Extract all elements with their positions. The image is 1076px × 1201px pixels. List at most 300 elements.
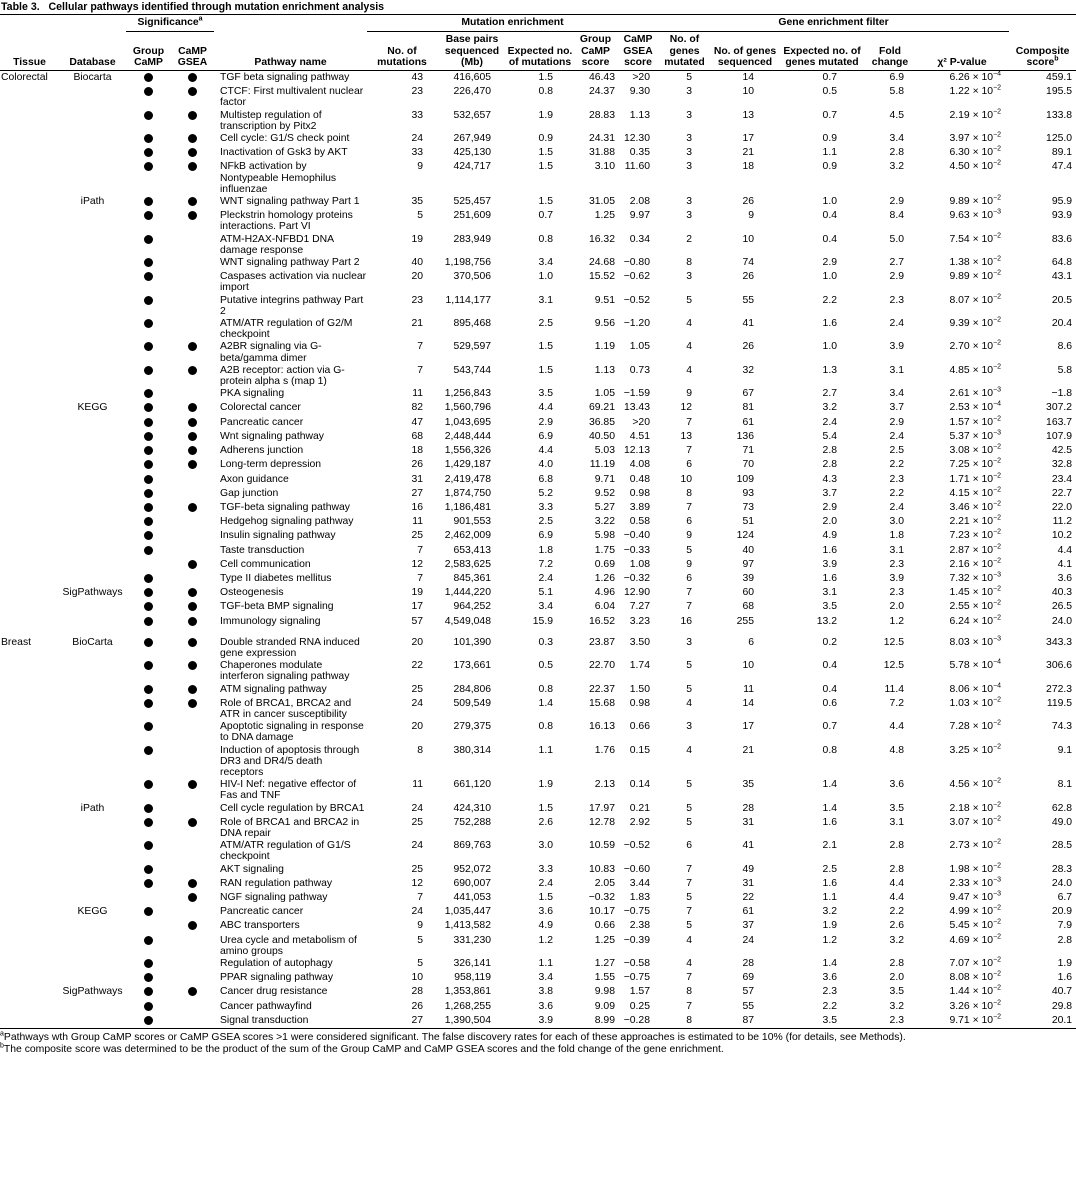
p-times-ten: × 10 bbox=[972, 271, 994, 283]
table-row bbox=[0, 802, 1076, 816]
cell-genes-sequenced: 24 bbox=[742, 934, 754, 946]
cell-pathway-name: Type II diabetes mellitus bbox=[220, 572, 332, 584]
significance-dot-icon bbox=[188, 588, 197, 597]
cell-group-camp bbox=[126, 572, 171, 586]
cell-chi-p-value bbox=[915, 529, 1009, 543]
cell-genes-mutated: 5 bbox=[686, 816, 692, 828]
cell-group-camp bbox=[126, 971, 171, 985]
cell-expected-mutations: 1.5 bbox=[538, 147, 553, 159]
cell-expected-genes-mutated: 0.7 bbox=[822, 72, 837, 83]
cell-group-camp bbox=[126, 515, 171, 529]
cell-camp-gsea-score: 0.98 bbox=[629, 487, 650, 499]
cell-expected-mutations: 4.0 bbox=[538, 459, 553, 471]
cell-no-mutations: 43 bbox=[411, 72, 423, 83]
cell-genes-mutated: 3 bbox=[686, 109, 692, 121]
footnote-a: $^a$Pathways wth Group CaMP scores or CaMP GSEA scores >1 were considered significant. The false discovery rates for each of these approaches is estimated to be 10% (for details, see Methods). bbox=[0, 1030, 906, 1044]
cell-group-camp-score: 9.52 bbox=[594, 487, 615, 499]
cell-group-camp bbox=[126, 586, 171, 600]
cell-expected-genes-mutated: 3.5 bbox=[822, 1014, 837, 1026]
cell-fold-change: 3.2 bbox=[889, 1000, 904, 1012]
p-mantissa: 2.19 bbox=[949, 109, 970, 121]
table-row bbox=[0, 615, 1076, 629]
cell-camp-gsea-score: 4.51 bbox=[629, 430, 650, 442]
table-row bbox=[0, 501, 1076, 515]
cell-tissue bbox=[0, 473, 59, 487]
cell-expected-genes-mutated: 0.2 bbox=[822, 636, 837, 648]
cell-expected-genes-mutated: 1.4 bbox=[822, 802, 837, 814]
cell-base-pairs: 2,462,009 bbox=[444, 530, 491, 542]
p-times-ten: × 10 bbox=[972, 196, 994, 208]
cell-group-camp-score: 12.78 bbox=[588, 816, 615, 828]
cell-no-mutations: 21 bbox=[411, 318, 423, 330]
cell-chi-p-value bbox=[915, 744, 1009, 779]
cell-no-mutations: 20 bbox=[411, 636, 423, 648]
cell-genes-mutated: 9 bbox=[686, 388, 692, 400]
p-exponent: −2 bbox=[993, 999, 1002, 1007]
cell-camp-gsea bbox=[171, 501, 214, 515]
p-mantissa: 3.25 bbox=[949, 744, 970, 756]
cell-chi-p-value bbox=[915, 1000, 1009, 1014]
table-row bbox=[0, 816, 1076, 839]
cell-database: iPath bbox=[80, 196, 105, 208]
cell-composite-score: 307.2 bbox=[1046, 402, 1073, 414]
cell-database bbox=[59, 209, 126, 232]
significance-dot-icon bbox=[144, 111, 153, 120]
p-mantissa: 4.50 bbox=[949, 161, 970, 173]
cell-group-camp bbox=[126, 160, 171, 195]
cell-base-pairs: 752,288 bbox=[453, 816, 491, 828]
p-mantissa: 2.33 bbox=[949, 877, 970, 889]
cell-expected-mutations: 3.9 bbox=[538, 1014, 553, 1026]
cell-camp-gsea bbox=[171, 515, 214, 529]
cell-camp-gsea bbox=[171, 558, 214, 572]
cell-database bbox=[59, 233, 126, 256]
significance-dot-icon bbox=[144, 987, 153, 996]
cell-group-camp-score: 23.87 bbox=[588, 636, 615, 648]
cell-genes-sequenced: 21 bbox=[742, 744, 754, 756]
p-mantissa: 2.18 bbox=[949, 802, 970, 814]
cell-expected-genes-mutated: 2.4 bbox=[822, 416, 837, 428]
cell-chi-p-value bbox=[915, 146, 1009, 160]
cell-camp-gsea-score: −0.58 bbox=[623, 958, 650, 970]
cell-expected-genes-mutated: 0.5 bbox=[822, 86, 837, 98]
cell-expected-mutations: 2.5 bbox=[538, 516, 553, 528]
p-times-ten: × 10 bbox=[972, 210, 994, 222]
cell-camp-gsea-score: 1.74 bbox=[629, 660, 650, 672]
cell-group-camp bbox=[126, 109, 171, 132]
significance-dot-icon bbox=[188, 617, 197, 626]
cell-no-mutations: 19 bbox=[411, 587, 423, 599]
cell-camp-gsea-score: 0.58 bbox=[629, 516, 650, 528]
cell-camp-gsea bbox=[171, 416, 214, 430]
significance-header: Significance$^a$ bbox=[126, 15, 214, 32]
cell-expected-mutations: 5.1 bbox=[538, 587, 553, 599]
cell-base-pairs: 2,419,478 bbox=[444, 473, 491, 485]
cell-database bbox=[59, 600, 126, 614]
significance-dot-icon bbox=[188, 446, 197, 455]
p-exponent: −2 bbox=[993, 363, 1002, 371]
cell-database bbox=[59, 85, 126, 108]
cell-camp-gsea-score: 0.15 bbox=[629, 744, 650, 756]
p-exponent: −2 bbox=[993, 293, 1002, 301]
cell-genes-mutated: 5 bbox=[686, 294, 692, 306]
cell-chi-p-value bbox=[915, 877, 1009, 891]
cell-no-mutations: 23 bbox=[411, 86, 423, 98]
table-row bbox=[0, 600, 1076, 614]
cell-fold-change: 2.2 bbox=[889, 459, 904, 471]
p-mantissa: 1.45 bbox=[949, 587, 970, 599]
cell-genes-sequenced: 73 bbox=[742, 501, 754, 513]
p-exponent: −2 bbox=[993, 131, 1002, 139]
cell-expected-mutations: 3.3 bbox=[538, 863, 553, 875]
cell-database bbox=[59, 544, 126, 558]
cell-base-pairs: 226,470 bbox=[453, 86, 491, 98]
cell-composite-score: 133.8 bbox=[1046, 109, 1073, 121]
cell-group-camp bbox=[126, 416, 171, 430]
cell-pathway-name: PPAR signaling pathway bbox=[220, 972, 334, 984]
cell-composite-score: 3.6 bbox=[1057, 572, 1073, 584]
cell-camp-gsea-score: 2.08 bbox=[629, 196, 650, 208]
cell-group-camp bbox=[126, 364, 171, 387]
cell-group-camp-score: 1.26 bbox=[594, 572, 615, 584]
cell-genes-mutated: 5 bbox=[686, 802, 692, 814]
cell-expected-genes-mutated: 2.8 bbox=[822, 445, 837, 457]
significance-dot-icon bbox=[188, 638, 197, 647]
p-times-ten: × 10 bbox=[972, 972, 994, 984]
cell-genes-mutated: 7 bbox=[686, 877, 692, 889]
cell-base-pairs: 1,390,504 bbox=[444, 1014, 491, 1026]
cell-expected-genes-mutated: 3.6 bbox=[822, 972, 837, 984]
cell-camp-gsea-score: 1.50 bbox=[629, 683, 650, 695]
cell-group-camp bbox=[126, 85, 171, 108]
col-chi-p-value: χ² P-value bbox=[937, 56, 987, 68]
cell-group-camp bbox=[126, 458, 171, 472]
cell-group-camp bbox=[126, 544, 171, 558]
cell-camp-gsea bbox=[171, 720, 214, 743]
cell-genes-mutated: 12 bbox=[680, 402, 692, 414]
cell-chi-p-value bbox=[915, 683, 1009, 697]
cell-genes-sequenced: 21 bbox=[742, 147, 754, 159]
cell-pathway-name: ATM/ATR regulation of G2/M checkpoint bbox=[220, 318, 353, 341]
cell-genes-mutated: 4 bbox=[686, 341, 692, 353]
cell-group-camp-score: 16.32 bbox=[588, 233, 615, 245]
cell-camp-gsea-score: −0.62 bbox=[623, 271, 650, 283]
cell-fold-change: 2.3 bbox=[889, 473, 904, 485]
cell-group-camp-score: −0.32 bbox=[588, 892, 615, 903]
significance-dot-icon bbox=[144, 818, 153, 827]
cell-camp-gsea bbox=[171, 529, 214, 543]
p-mantissa: 4.15 bbox=[949, 487, 970, 499]
cell-genes-mutated: 16 bbox=[680, 615, 692, 627]
table-row bbox=[0, 146, 1076, 160]
p-exponent: −2 bbox=[993, 340, 1002, 347]
cell-pathway-name: Cancer drug resistance bbox=[220, 986, 328, 998]
cell-expected-mutations: 0.9 bbox=[538, 133, 553, 145]
cell-tissue bbox=[0, 778, 59, 801]
cell-database bbox=[59, 160, 126, 195]
cell-camp-gsea bbox=[171, 109, 214, 132]
cell-group-camp bbox=[126, 270, 171, 293]
cell-expected-mutations: 3.6 bbox=[538, 1000, 553, 1012]
cell-chi-p-value bbox=[915, 256, 1009, 270]
cell-database bbox=[59, 317, 126, 340]
cell-camp-gsea bbox=[171, 659, 214, 682]
table-row bbox=[0, 971, 1076, 985]
p-times-ten: × 10 bbox=[972, 516, 994, 528]
cell-tissue bbox=[0, 317, 59, 340]
cell-camp-gsea-score: 3.50 bbox=[629, 636, 650, 648]
cell-genes-mutated: 3 bbox=[686, 161, 692, 173]
cell-no-mutations: 12 bbox=[411, 558, 423, 570]
cell-fold-change: 2.0 bbox=[889, 972, 904, 984]
cell-camp-gsea bbox=[171, 444, 214, 458]
cell-camp-gsea-score: 2.38 bbox=[629, 920, 650, 932]
p-times-ten: × 10 bbox=[972, 445, 994, 457]
cell-expected-mutations: 0.7 bbox=[538, 210, 553, 222]
cell-group-camp bbox=[126, 877, 171, 891]
cell-genes-mutated: 5 bbox=[686, 920, 692, 932]
cell-no-mutations: 17 bbox=[411, 601, 423, 613]
cell-tissue bbox=[0, 1000, 59, 1014]
cell-fold-change: 8.4 bbox=[889, 210, 904, 222]
cell-pathway-name: Signal transduction bbox=[220, 1014, 309, 1026]
cell-expected-genes-mutated: 1.6 bbox=[822, 572, 837, 584]
cell-base-pairs: 1,560,796 bbox=[444, 402, 491, 414]
cell-pathway-name: Cancer pathwayfind bbox=[220, 1000, 312, 1012]
p-times-ten: × 10 bbox=[972, 697, 994, 709]
col-group-camp-score: Group CaMP score bbox=[579, 34, 612, 68]
cell-tissue bbox=[0, 839, 59, 862]
cell-fold-change: 2.2 bbox=[889, 906, 904, 918]
table-row bbox=[0, 877, 1076, 891]
cell-base-pairs: 1,268,255 bbox=[444, 1000, 491, 1012]
cell-database: SigPathways bbox=[62, 587, 123, 599]
p-times-ten: × 10 bbox=[972, 587, 994, 599]
cell-composite-score: 64.8 bbox=[1051, 257, 1073, 269]
cell-group-camp bbox=[126, 839, 171, 862]
cell-group-camp bbox=[126, 444, 171, 458]
cell-camp-gsea-score: 12.90 bbox=[623, 587, 650, 599]
cell-fold-change: 2.3 bbox=[889, 1014, 904, 1026]
significance-dot-icon bbox=[188, 432, 197, 441]
cell-base-pairs: 869,763 bbox=[453, 840, 491, 852]
cell-base-pairs: 543,744 bbox=[453, 364, 491, 376]
cell-camp-gsea bbox=[171, 132, 214, 146]
p-times-ten: × 10 bbox=[972, 683, 994, 695]
cell-group-camp bbox=[126, 529, 171, 543]
cell-base-pairs: 267,949 bbox=[453, 133, 491, 145]
table-row bbox=[0, 401, 1076, 415]
cell-chi-p-value bbox=[915, 802, 1009, 816]
cell-camp-gsea-score: −1.59 bbox=[623, 388, 650, 400]
cell-database: SigPathways bbox=[62, 986, 123, 998]
cell-expected-mutations: 1.8 bbox=[538, 544, 553, 556]
table-row bbox=[0, 444, 1076, 458]
significance-dot-icon bbox=[144, 699, 153, 708]
cell-genes-mutated: 7 bbox=[686, 416, 692, 428]
cell-composite-score: 49.0 bbox=[1051, 816, 1073, 828]
cell-composite-score: 10.2 bbox=[1051, 530, 1073, 542]
cell-camp-gsea bbox=[171, 863, 214, 877]
p-times-ten: × 10 bbox=[972, 86, 994, 98]
cell-chi-p-value bbox=[915, 558, 1009, 572]
cell-no-mutations: 25 bbox=[411, 530, 423, 542]
cell-fold-change: 2.6 bbox=[889, 920, 904, 932]
cell-group-camp-score: 5.27 bbox=[594, 501, 615, 513]
cell-group-camp-score: 31.05 bbox=[588, 196, 615, 208]
cell-tissue: Colorectal bbox=[1, 72, 48, 83]
cell-expected-mutations: 1.0 bbox=[538, 271, 553, 283]
cell-pathway-name: Wnt signaling pathway bbox=[220, 430, 324, 442]
cell-database bbox=[59, 416, 126, 430]
table-row bbox=[0, 71, 1076, 86]
cell-group-camp bbox=[126, 132, 171, 146]
cell-genes-mutated: 5 bbox=[686, 544, 692, 556]
cell-genes-mutated: 7 bbox=[686, 587, 692, 599]
cell-group-camp-score: 11.19 bbox=[589, 459, 615, 471]
cell-chi-p-value bbox=[915, 934, 1009, 957]
cell-no-mutations: 18 bbox=[411, 445, 423, 457]
p-exponent: −2 bbox=[993, 232, 1002, 240]
cell-camp-gsea-score: 11.60 bbox=[624, 161, 650, 173]
cell-tissue bbox=[0, 160, 59, 195]
p-times-ten: × 10 bbox=[972, 544, 994, 556]
cell-no-mutations: 24 bbox=[411, 906, 423, 918]
cell-chi-p-value bbox=[915, 600, 1009, 614]
cell-group-camp-score: 24.31 bbox=[588, 133, 615, 145]
cell-base-pairs: 251,609 bbox=[453, 210, 491, 222]
cell-expected-genes-mutated: 2.3 bbox=[822, 986, 837, 998]
table-row bbox=[0, 683, 1076, 697]
cell-fold-change: 5.0 bbox=[889, 233, 904, 245]
significance-dot-icon bbox=[144, 403, 153, 412]
cell-group-camp-score: 0.66 bbox=[594, 920, 615, 932]
cell-pathway-name: WNT signaling pathway Part 2 bbox=[220, 257, 360, 269]
p-exponent: −2 bbox=[993, 557, 1002, 565]
cell-camp-gsea bbox=[171, 487, 214, 501]
cell-tissue bbox=[0, 444, 59, 458]
cell-group-camp bbox=[126, 294, 171, 317]
cell-base-pairs: 901,553 bbox=[453, 516, 491, 528]
cell-genes-sequenced: 61 bbox=[742, 416, 754, 428]
cell-expected-genes-mutated: 3.5 bbox=[822, 601, 837, 613]
significance-dot-icon bbox=[144, 211, 153, 220]
caption-text: Cellular pathways identified through mutation enrichment analysis bbox=[48, 1, 385, 13]
cell-group-camp bbox=[126, 387, 171, 401]
cell-expected-genes-mutated: 0.4 bbox=[822, 210, 837, 222]
cell-tissue bbox=[0, 615, 59, 629]
cell-group-camp bbox=[126, 473, 171, 487]
cell-composite-score: 8.1 bbox=[1057, 779, 1073, 791]
cell-camp-gsea-score: 13.43 bbox=[623, 402, 650, 414]
cell-camp-gsea bbox=[171, 1000, 214, 1014]
cell-composite-score: 4.4 bbox=[1057, 544, 1073, 556]
cell-group-camp-score: 1.19 bbox=[594, 341, 615, 353]
cell-genes-sequenced: 67 bbox=[742, 388, 754, 400]
cell-tissue bbox=[0, 501, 59, 515]
significance-dot-icon bbox=[144, 617, 153, 626]
cell-base-pairs: 509,549 bbox=[453, 697, 491, 709]
cell-expected-mutations: 2.4 bbox=[538, 877, 553, 889]
cell-pathway-name: Role of BRCA1 and BRCA2 in DNA repair bbox=[220, 816, 360, 839]
cell-genes-mutated: 7 bbox=[686, 601, 692, 613]
table-row bbox=[0, 744, 1076, 779]
p-mantissa: 7.07 bbox=[949, 958, 970, 970]
cell-no-mutations: 28 bbox=[411, 986, 423, 998]
cell-no-mutations: 10 bbox=[411, 972, 423, 984]
cell-expected-genes-mutated: 2.5 bbox=[822, 863, 837, 875]
significance-dot-icon bbox=[144, 959, 153, 968]
cell-genes-sequenced: 18 bbox=[742, 161, 754, 173]
cell-camp-gsea-score: 12.30 bbox=[623, 133, 650, 145]
cell-genes-mutated: 7 bbox=[686, 1000, 692, 1012]
table-row bbox=[0, 529, 1076, 543]
cell-chi-p-value bbox=[915, 195, 1009, 209]
cell-expected-genes-mutated: 1.4 bbox=[822, 779, 837, 791]
significance-dot-icon bbox=[144, 531, 153, 540]
cell-genes-sequenced: 255 bbox=[736, 615, 754, 627]
cell-no-mutations: 19 bbox=[411, 233, 423, 245]
cell-pathway-name: Cell cycle regulation by BRCA1 bbox=[220, 802, 365, 814]
significance-dot-icon bbox=[188, 73, 197, 82]
cell-chi-p-value bbox=[915, 294, 1009, 317]
cell-expected-mutations: 0.5 bbox=[538, 660, 553, 672]
cell-fold-change: 4.8 bbox=[889, 744, 904, 756]
cell-camp-gsea bbox=[171, 160, 214, 195]
cell-no-mutations: 82 bbox=[411, 402, 423, 414]
cell-camp-gsea bbox=[171, 586, 214, 600]
cell-base-pairs: 690,007 bbox=[453, 877, 491, 889]
cell-expected-genes-mutated: 2.9 bbox=[822, 501, 837, 513]
table-row bbox=[0, 957, 1076, 971]
p-times-ten: × 10 bbox=[972, 416, 994, 428]
cell-camp-gsea bbox=[171, 572, 214, 586]
p-times-ten: × 10 bbox=[972, 601, 994, 613]
p-exponent: −3 bbox=[993, 571, 1002, 579]
cell-composite-score: 20.5 bbox=[1051, 294, 1073, 306]
significance-dot-icon bbox=[144, 546, 153, 555]
cell-base-pairs: 279,375 bbox=[453, 721, 491, 733]
p-times-ten: × 10 bbox=[972, 986, 994, 998]
cell-composite-score: 306.6 bbox=[1046, 660, 1073, 672]
p-mantissa: 7.25 bbox=[949, 459, 970, 471]
cell-group-camp bbox=[126, 430, 171, 444]
p-mantissa: 8.03 bbox=[949, 636, 970, 648]
significance-dot-icon bbox=[144, 973, 153, 982]
cell-base-pairs: 895,468 bbox=[453, 318, 491, 330]
cell-group-camp-score: 4.96 bbox=[594, 587, 615, 599]
cell-genes-sequenced: 39 bbox=[742, 572, 754, 584]
cell-composite-score: 42.5 bbox=[1051, 445, 1073, 457]
cell-group-camp bbox=[126, 209, 171, 232]
cell-pathway-name: TGF-beta BMP signaling bbox=[220, 601, 334, 613]
table-row bbox=[0, 233, 1076, 256]
cell-database bbox=[59, 957, 126, 971]
cell-base-pairs: 1,874,750 bbox=[444, 487, 491, 499]
cell-composite-score: 24.0 bbox=[1051, 877, 1073, 889]
cell-base-pairs: 326,141 bbox=[453, 958, 491, 970]
cell-group-camp-score: 15.52 bbox=[588, 271, 615, 283]
p-times-ten: × 10 bbox=[972, 906, 994, 918]
cell-tissue bbox=[0, 919, 59, 933]
cell-no-mutations: 31 bbox=[411, 473, 423, 485]
cell-database bbox=[59, 839, 126, 862]
cell-chi-p-value bbox=[915, 919, 1009, 933]
significance-dot-icon bbox=[188, 342, 197, 351]
cell-group-camp-score: 1.75 bbox=[594, 544, 615, 556]
table-row bbox=[0, 364, 1076, 387]
p-exponent: −2 bbox=[993, 838, 1002, 846]
